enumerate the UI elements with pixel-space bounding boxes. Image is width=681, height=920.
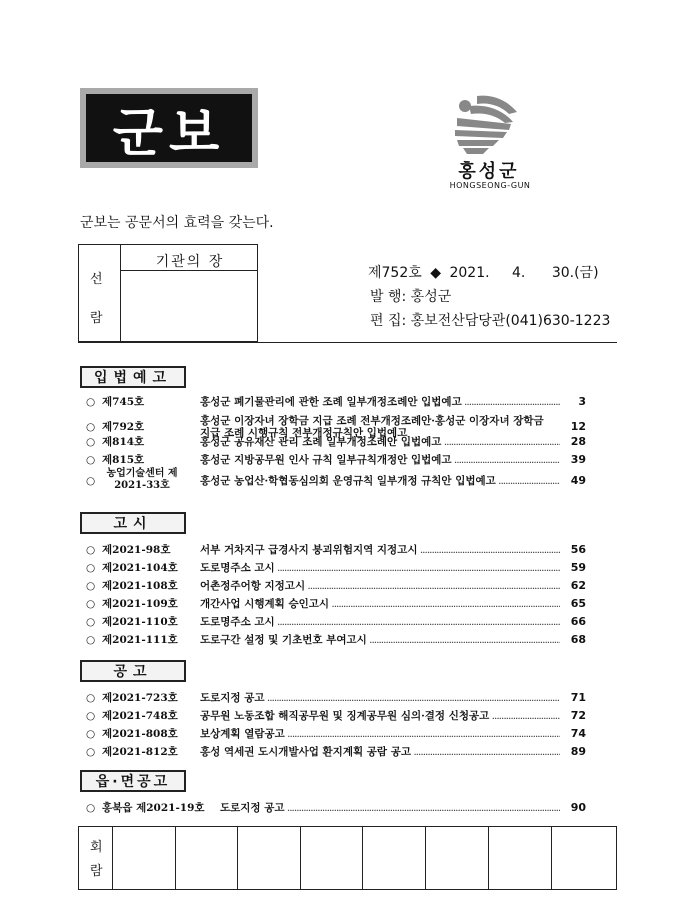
- reading-col-line: [425, 826, 426, 890]
- bullet-icon: ○: [86, 544, 96, 556]
- bullet-icon: ○: [86, 746, 96, 758]
- toc-title: 도로명주소 고시 .....: [200, 562, 560, 574]
- issue-number: 제752호: [368, 265, 422, 281]
- reading-label-bottom: 람: [90, 864, 103, 879]
- bullet-icon: ○: [86, 598, 96, 610]
- bullet-icon: ○: [86, 454, 96, 466]
- reading-col-line: [488, 826, 489, 890]
- toc-title: 어촌정주어항 지정고시 .....: [200, 580, 560, 592]
- reading-table: [78, 826, 617, 890]
- toc-number: 제814호: [102, 436, 145, 448]
- logo-name: 홍성군: [458, 161, 520, 182]
- toc-title: 홍성군 폐기물관리에 관한 조례 일부개정조례안 입법예고 .....: [200, 396, 560, 408]
- bullet-icon: ○: [86, 634, 96, 646]
- selection-divider: [120, 244, 121, 342]
- toc-row[interactable]: [86, 468, 586, 494]
- bullet-icon: ○: [86, 692, 96, 704]
- bullet-icon: ○: [86, 802, 96, 814]
- reading-col-line: [362, 826, 363, 890]
- toc-page: 56: [570, 543, 586, 556]
- reading-label-top: 회: [90, 840, 103, 855]
- toc-number: 제2021-110호: [102, 616, 178, 628]
- bullet-icon: ○: [86, 562, 96, 574]
- county-logo-icon: [447, 92, 525, 156]
- toc-page: 89: [570, 745, 586, 758]
- reading-col-line: [300, 826, 301, 890]
- toc-title: 홍성군 공유재산 관리 조례 일부개정조례안 입법예고 .....: [200, 436, 560, 448]
- selection-head: 기관의 장: [155, 254, 225, 270]
- toc-number: 제2021-108호: [102, 580, 178, 592]
- toc-page: 39: [570, 453, 586, 466]
- bullet-icon: ○: [86, 396, 96, 408]
- bullet-icon: ○: [86, 710, 96, 722]
- toc-page: 66: [570, 615, 586, 628]
- tagline: 군보는 공문서의 효력을 갖는다.: [80, 215, 274, 231]
- toc-page: 71: [570, 691, 586, 704]
- bullet-icon: ○: [86, 475, 96, 487]
- reading-col-line: [551, 826, 552, 890]
- issue-weekday: (금): [574, 265, 599, 281]
- issue-line: [368, 262, 599, 282]
- toc-number: 농업기술센터 제2021-33호: [106, 468, 178, 491]
- toc-page: 72: [570, 709, 586, 722]
- toc-title: 개간사업 시행계획 승인고시 .....: [200, 598, 560, 610]
- issue-month: 4.: [512, 265, 526, 281]
- toc-number: 제2021-111호: [102, 634, 178, 646]
- toc-page: 62: [570, 579, 586, 592]
- toc-number: 홍북읍 제2021-19호: [102, 802, 205, 814]
- toc-number: 제2021-808호: [102, 728, 178, 740]
- toc-page: 3: [578, 395, 586, 408]
- toc-number: 제2021-98호: [102, 544, 171, 556]
- issue-day: 30.: [551, 265, 575, 281]
- toc-title: 도로구간 설정 및 기초번호 부여고시 .....: [200, 634, 560, 646]
- toc-page: 59: [570, 561, 586, 574]
- logo-subtitle: HONGSEONG-GUN: [449, 181, 531, 190]
- reading-col-line: [175, 826, 176, 890]
- toc-number: 제2021-104호: [102, 562, 178, 574]
- toc-title: 보상계획 열람공고 .....: [200, 728, 560, 740]
- masthead-title: 군보: [86, 94, 252, 162]
- toc-number: 제2021-109호: [102, 598, 178, 610]
- selection-side-top: 선: [90, 272, 103, 287]
- toc-number: 제2021-723호: [102, 692, 178, 704]
- toc-title: 홍성군 이장자녀 장학금 지급 조례 전부개정조례안·홍성군 이장자녀 장학금 지급 조례 시행규칙 전부개정규칙안 입법예고: [200, 415, 544, 439]
- section-header-legislation: 입법예고: [80, 366, 186, 388]
- toc-title: 도로명주소 고시 .....: [200, 616, 560, 628]
- toc-title: 홍성군 지방공무원 인사 규칙 일부규칙개정안 입법예고 .....: [200, 454, 560, 466]
- selection-side-bottom: 람: [90, 311, 103, 326]
- toc-title: 도로지정 공고 .....: [220, 802, 560, 814]
- toc-page: 49: [570, 474, 586, 487]
- toc-page: 90: [570, 801, 586, 814]
- reading-col-line: [237, 826, 238, 890]
- toc-page: 28: [570, 435, 586, 448]
- toc-title: 홍성군 농업산·학협동심의회 운영규칙 일부개정 규칙안 입법예고 .....: [200, 475, 560, 487]
- editor: 편 집: 홍보전산담당관(041)630-1223: [370, 313, 611, 329]
- publisher: 발 행: 홍성군: [370, 289, 452, 305]
- bullet-icon: ○: [86, 580, 96, 592]
- section-header-town-announcement: 읍·면공고: [80, 770, 186, 792]
- bullet-icon: ○: [86, 616, 96, 628]
- header-rule: [78, 342, 617, 343]
- toc-title: 홍성 역세권 도시개발사업 환지계획 공람 공고 .....: [200, 746, 560, 758]
- section-header-announcement: 공고: [80, 660, 186, 682]
- toc-page: 12: [570, 420, 586, 433]
- toc-number: 제745호: [102, 396, 145, 408]
- toc-title: 도로지정 공고 .....: [200, 692, 560, 704]
- bullet-icon: ○: [86, 728, 96, 740]
- section-header-notice: 고시: [80, 512, 186, 534]
- toc-page: 68: [570, 633, 586, 646]
- toc-number: 제2021-748호: [102, 710, 178, 722]
- toc-page: 65: [570, 597, 586, 610]
- issue-year: 2021.: [449, 265, 490, 281]
- diamond-icon: ◆: [430, 265, 442, 281]
- toc-page: 74: [570, 727, 586, 740]
- bullet-icon: ○: [86, 421, 96, 433]
- toc-title: 서부 거차지구 급경사지 붕괴위험지역 지정고시 .....: [200, 544, 560, 556]
- toc-title: 공무원 노동조합 해직공무원 및 징계공무원 심의·결정 신청공고 .....: [200, 710, 560, 722]
- toc-number: 제2021-812호: [102, 746, 178, 758]
- toc-number: 제815호: [102, 454, 145, 466]
- masthead: [80, 88, 258, 168]
- reading-col-line: [112, 826, 113, 890]
- bullet-icon: ○: [86, 436, 96, 448]
- toc-number: 제792호: [102, 421, 145, 433]
